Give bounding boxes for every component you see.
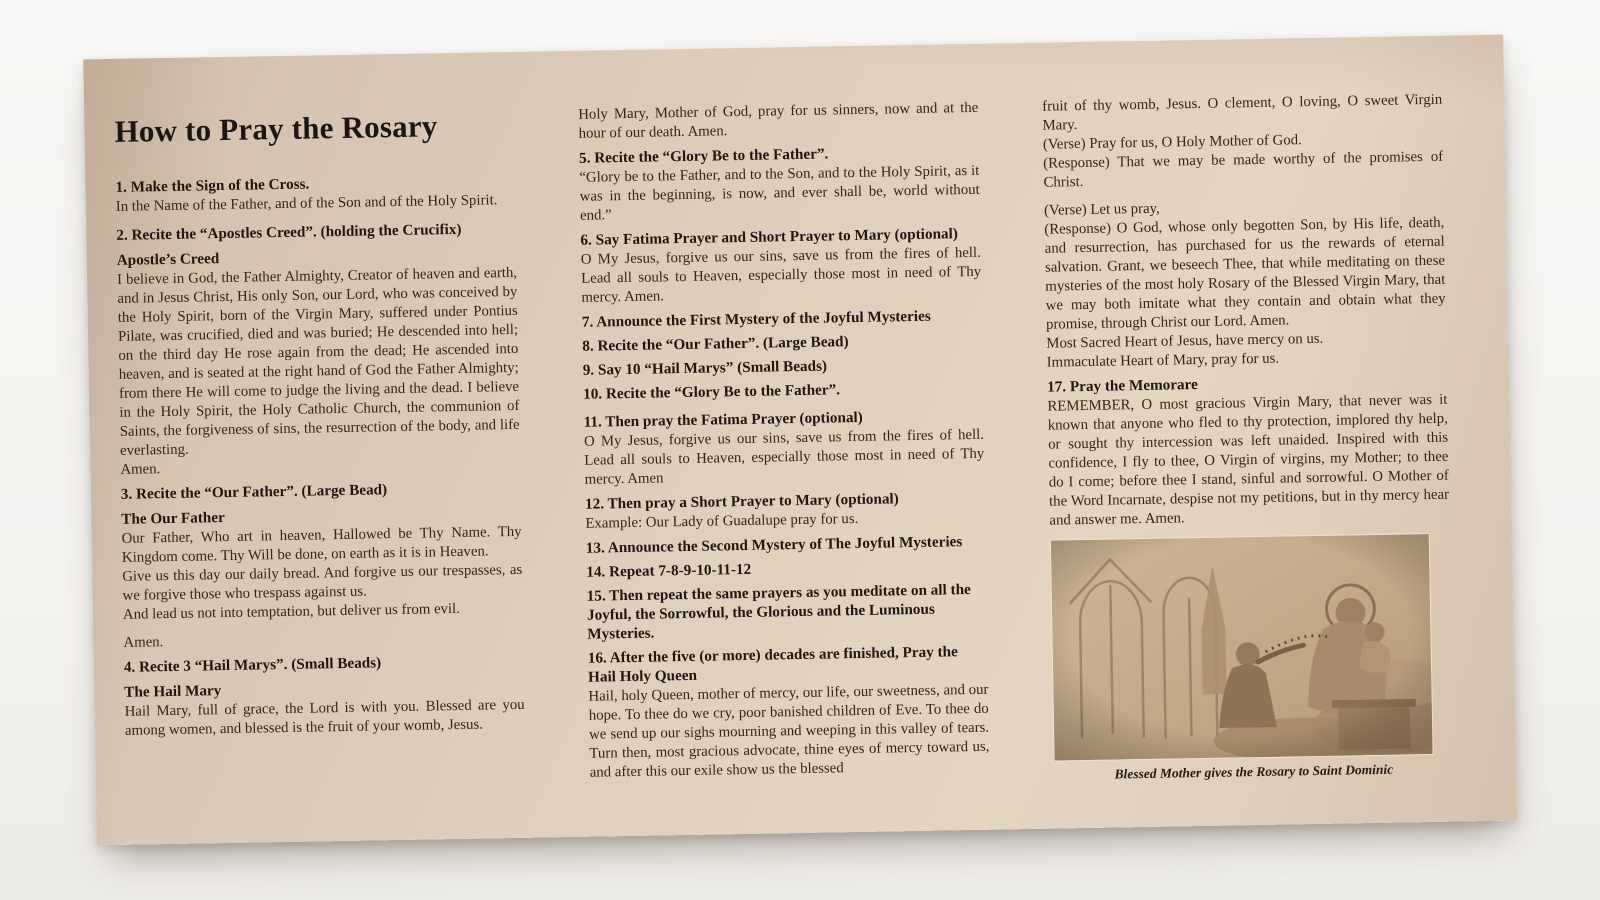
- prayer-paragraph: Immaculate Heart of Mary, pray for us.: [1046, 350, 1280, 371]
- step-heading: 2. Recite the “Apostles Creed”. (holding the Crucifix): [116, 220, 462, 244]
- pamphlet-title: How to Pray the Rosary: [114, 108, 438, 149]
- prayer-paragraph: Amen.: [120, 461, 161, 478]
- step-heading: 8. Recite the “Our Father”. (Large Bead): [582, 333, 849, 355]
- step-heading: 6. Say Fatima Prayer and Short Prayer to Mary (optional): [580, 225, 958, 249]
- prayer-paragraph: Hail Mary, full of grace, the Lord is with you. Blessed are you among women, and blessed is the fruit of your womb, Jesus.: [124, 696, 525, 739]
- prayer-paragraph: I believe in God, the Father Almighty, Creator of heaven and earth, and in Jesus Christ, His only Son, our Lord, who was conceived by the Holy Spirit, born of the Virgin Mary, suffered under Pontius Pilate, was crucified, died and was buried; He descended into hell; on the third day He rose again from the dead; He ascended into heaven, and is seated at the right hand of God the Father Almighty; from there He will come to judge the living and the dead. I believe in the Holy Spirit, the Holy Catholic Church, the communion of Saints, the forgiveness of sins, the resurrection of the body, and life everlasting.: [116, 264, 520, 459]
- step-heading: 1. Make the Sign of the Cross.: [115, 175, 310, 196]
- column-2: [578, 99, 990, 797]
- prayer-paragraph: O My Jesus, forgive us our sins, save us from the fires of hell. Lead all souls to Heaven, especially those most in need of Thy mercy. Amen.: [580, 244, 982, 306]
- response-line: (Response) O God, whose only begotten Son, by His life, death, and resurrection, has purchased for us the rewards of eternal salvation. Grant, we beseech Thee, that while meditating on these mysteries of the most holy Rosary of the Blessed Virgin Mary, that we may both imitate what they contain and obtain what they promise, through Christ our Lord. Amen.: [1044, 214, 1446, 333]
- step-heading: 13. Announce the Second Mystery of The Joyful Mysteries: [585, 533, 963, 557]
- prayer-subheading: The Our Father: [121, 509, 225, 528]
- prayer-paragraph: Our Father, Who art in heaven, Hallowed be Thy Name. Thy Kingdom come. Thy Will be done, on earth as it is in Heaven.: [121, 523, 522, 566]
- prayer-paragraph: Holy Mary, Mother of God, pray for us sinners, now and at the hour of our death. Amen.: [578, 99, 979, 142]
- response-line: (Response) That we may be made worthy of the promises of Christ.: [1043, 148, 1444, 191]
- prayer-paragraph: REMEMBER, O most gracious Virgin Mary, that never was it known that anyone who fled to thy protection, implored thy help, or sought thy intercession was left unaided. Inspired with this confidence, I fly to thee, O Virgin of virgins, my Mother; to thee do I come; before thee I stand, sinful and sorrowful. O Mother of the Word Incarnate, despise not my petitions, but in thy mercy hear and answer me. Amen.: [1047, 391, 1450, 529]
- column-1: [114, 107, 526, 805]
- step-heading: 15. Then repeat the same prayers as you meditate on all the Joyful, the Sorrowful, the Glorious and the Luminous Mysteries.: [586, 581, 971, 643]
- figure-caption: Blessed Mother gives the Rosary to Saint Dominic: [1114, 761, 1394, 782]
- step-heading: 3. Recite the “Our Father”. (Large Bead): [120, 481, 388, 503]
- step-heading: 7. Announce the First Mystery of the Joyful Mysteries: [581, 307, 931, 331]
- column-3: [1042, 91, 1454, 789]
- prayer-paragraph: fruit of thy womb, Jesus. O clement, O loving, O sweet Virgin Mary.: [1042, 91, 1443, 134]
- prayer-paragraph: Example: Our Lady of Guadalupe pray for us.: [585, 510, 859, 532]
- step-heading: 11. Then pray the Fatima Prayer (optional): [583, 408, 863, 431]
- prayer-paragraph: Amen.: [123, 634, 164, 651]
- step-heading: 10. Recite the “Glory Be to the Father”.: [583, 381, 841, 403]
- prayer-paragraph: In the Name of the Father, and of the Son and of the Holy Spirit.: [115, 192, 498, 215]
- step-heading: 14. Repeat 7-8-9-10-11-12: [586, 560, 752, 581]
- step-heading: 9. Say 10 “Hail Marys” (Small Beads): [582, 357, 828, 379]
- rosary-pamphlet: [83, 35, 1517, 846]
- prayer-paragraph: And lead us not into temptation, but deliver us from evil.: [122, 600, 461, 623]
- verse-line: (Verse) Pray for us, O Holy Mother of God.: [1042, 132, 1302, 153]
- prayer-paragraph: “Glory be to the Father, and to the Son, and to the Holy Spirit, as it was in the beginning, is now, and ever shall be, world without end.”: [579, 162, 980, 224]
- step-heading: 4. Recite 3 “Hail Marys”. (Small Beads): [123, 654, 382, 676]
- prayer-paragraph: Give us this day our daily bread. And forgive us our trespasses, as we forgive those who trespass against us.: [122, 561, 523, 604]
- prayer-subheading: Apostle’s Creed: [116, 250, 220, 269]
- prayer-subheading: The Hail Mary: [124, 682, 222, 701]
- sculpture-figure: [1050, 533, 1454, 784]
- step-heading: 17. Pray the Memorare: [1046, 376, 1198, 396]
- sculpture-image: [1050, 533, 1434, 762]
- step-heading: 12. Then pray a Short Prayer to Mary (optional): [584, 490, 899, 513]
- prayer-paragraph: O My Jesus, forgive us our sins, save us from the fires of hell. Lead all souls to Heaven, especially those most in need of Thy mercy. Amen: [583, 426, 985, 488]
- verse-line: (Verse) Let us pray,: [1043, 200, 1160, 219]
- step-heading: 16. After the five (or more) decades are finished, Pray the Hail Holy Queen: [587, 643, 958, 686]
- prayer-paragraph: Hail, holy Queen, mother of mercy, our life, our sweetness, and our hope. To thee do we cry, poor banished children of Eve. To thee do we send up our sighs mourning and weeping in this valley of tears. Turn then, most gracious advocate, thine eyes of mercy toward us, and after this our exile show us the blessed: [588, 681, 990, 781]
- prayer-paragraph: Most Sacred Heart of Jesus, have mercy on us.: [1046, 330, 1324, 352]
- step-heading: 5. Recite the “Glory Be to the Father”.: [578, 145, 829, 167]
